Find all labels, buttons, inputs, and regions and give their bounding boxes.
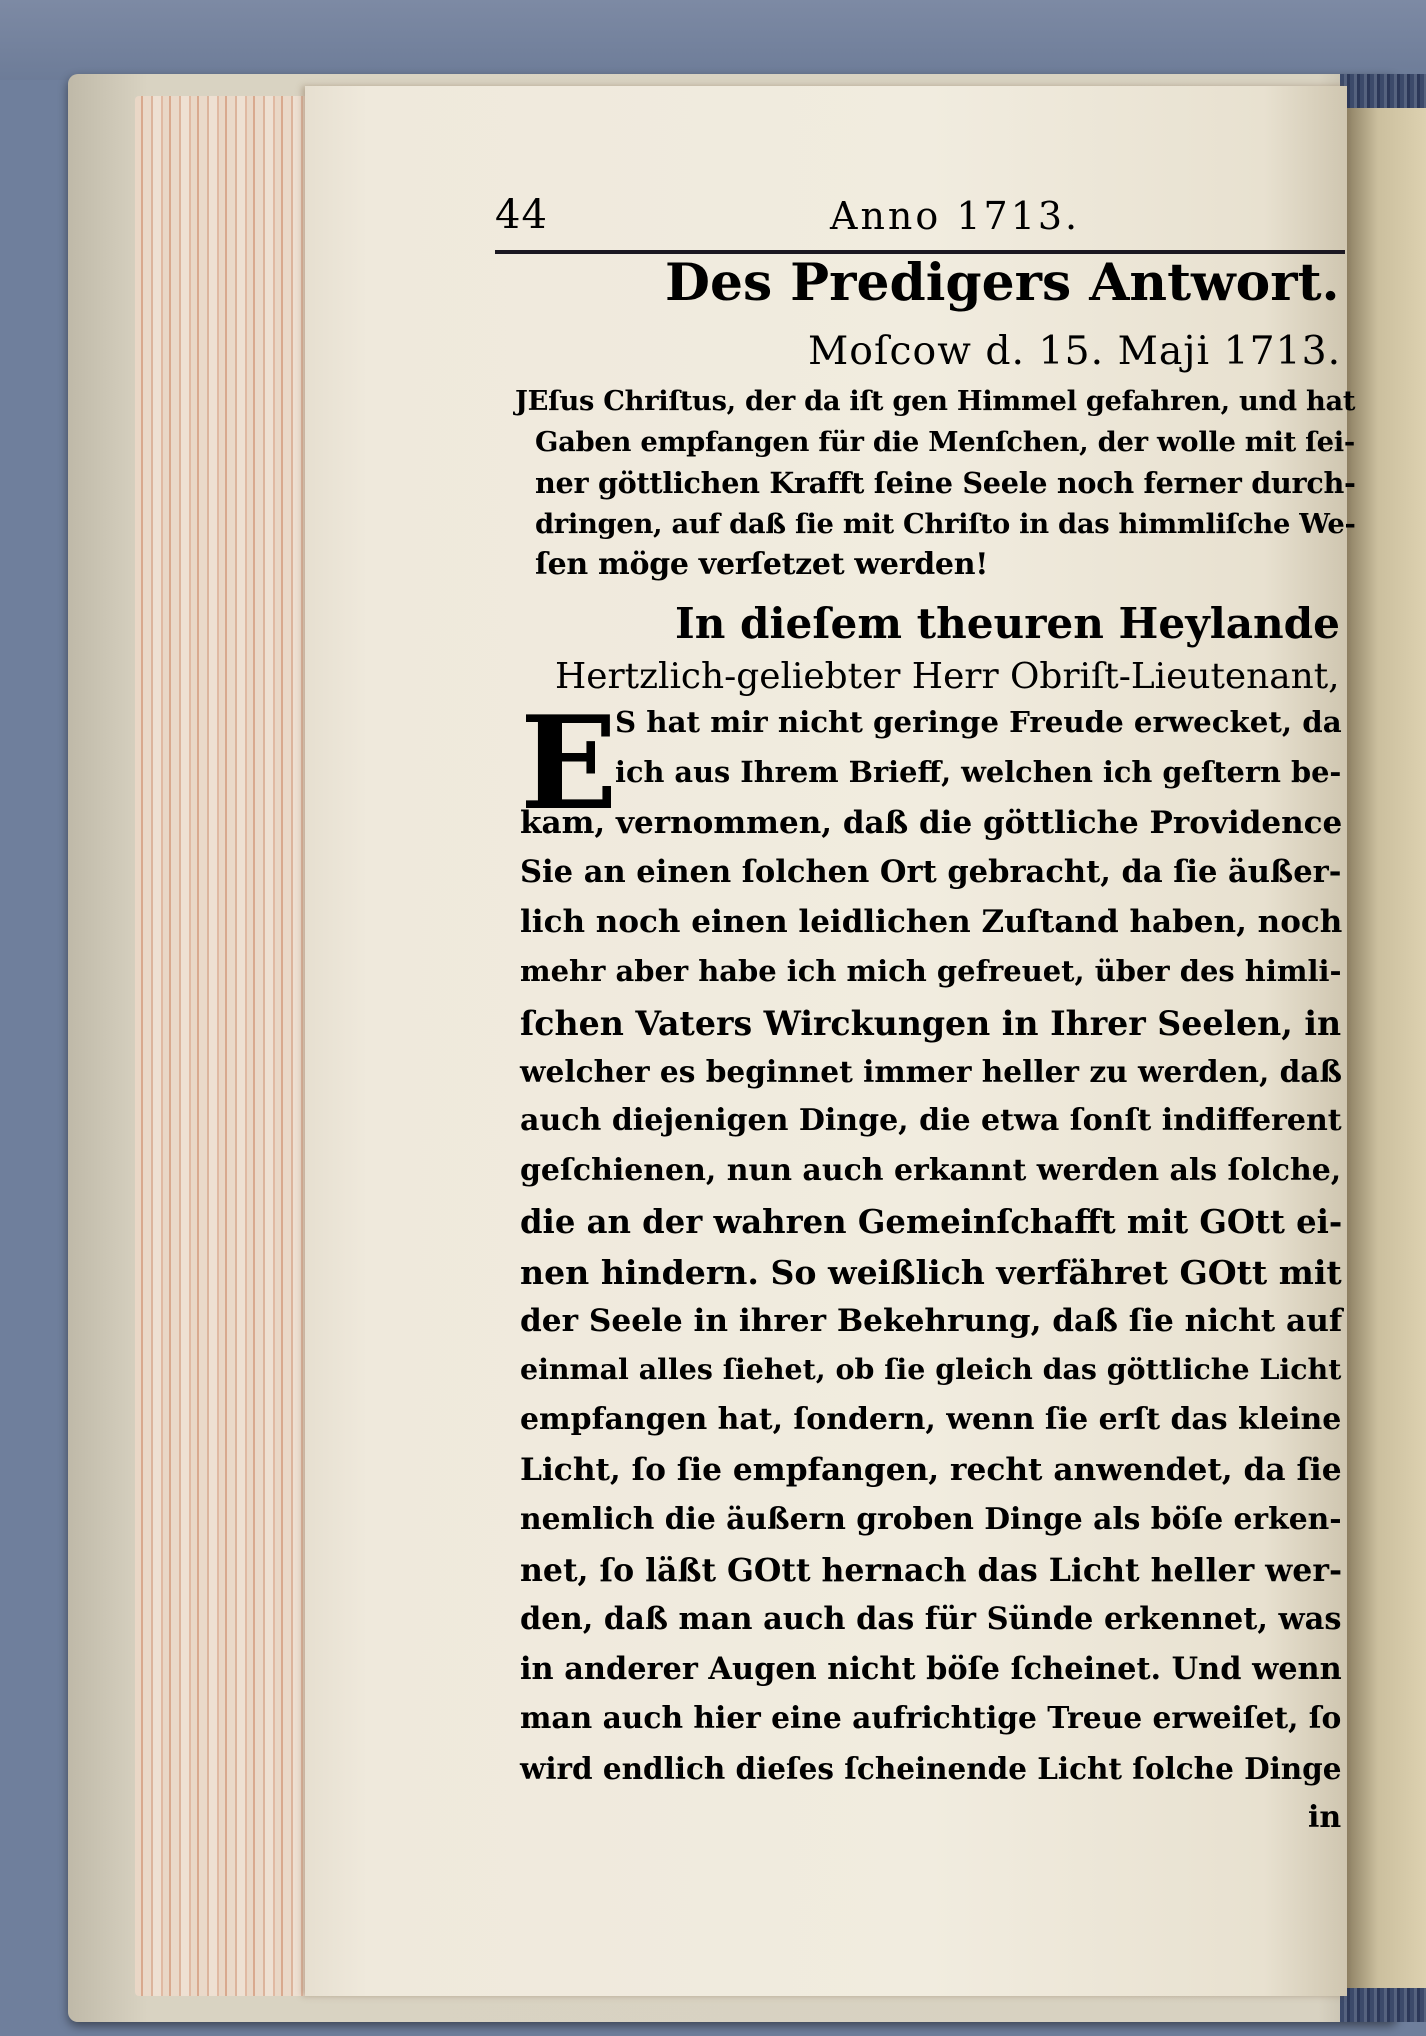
salutation: Hertzlich-geliebter Herr Obriſt-Lieutenant, bbox=[555, 656, 1340, 697]
body-line: net, ſo läßt GOtt hernach das Licht heller wer- bbox=[520, 1551, 1343, 1589]
body-line: auch diejenigen Dinge, die etwa ſonſt indifferent bbox=[520, 1103, 1342, 1139]
body-line: man auch hier eine aufrichtige Treue erweiſet, ſo bbox=[520, 1701, 1342, 1736]
body-line: wird endlich dieſes ſcheinende Licht ſolche Dinge bbox=[520, 1750, 1342, 1786]
body-line: die an der wahren Gemeinſchafft mit GOtt ei- bbox=[520, 1203, 1343, 1241]
body-line: den, daß man auch das für Sünde erkennet, was bbox=[520, 1601, 1342, 1638]
body-line: in anderer Augen nicht böſe ſcheinet. Und wenn bbox=[520, 1651, 1342, 1688]
page-heading: Des Predigers Antwort. bbox=[665, 252, 1340, 313]
body-line: ſchen Vaters Wirckungen in Ihrer Seelen, in bbox=[520, 1003, 1342, 1043]
body-line: einmal alles ſiehet, ob ſie gleich das göttliche Licht bbox=[520, 1352, 1342, 1387]
body-line: nemlich die äußern groben Dinge als böſe erken- bbox=[520, 1501, 1342, 1537]
body-line: nen hindern. So weißlich verfähret GOtt mit bbox=[520, 1252, 1342, 1292]
catchword: in bbox=[1308, 1800, 1342, 1835]
facing-page-edge bbox=[1346, 108, 1426, 1988]
body-line: Licht, ſo ſie empfangen, recht anwendet, da ſie bbox=[520, 1452, 1342, 1488]
running-head bbox=[495, 190, 1345, 254]
intro-line: ner göttlichen Krafft ſeine Seele noch ferner durch- bbox=[535, 466, 1356, 500]
body-line: geſchienen, nun auch erkannt werden als ſolche, bbox=[520, 1153, 1342, 1189]
body-line: empfangen hat, ſondern, wenn ſie erſt das kleine bbox=[520, 1402, 1342, 1438]
intro-line: JEſus Chriſtus, der da iſt gen Himmel gefahren, und hat bbox=[515, 385, 1356, 417]
body-line: der Seele in ihrer Bekehrung, daß ſie nicht auf bbox=[520, 1302, 1343, 1339]
subheading: In dieſem theuren Heylande bbox=[675, 598, 1340, 648]
page-number: 44 bbox=[495, 192, 548, 238]
intro-line: ſen möge verſetzet werden! bbox=[535, 547, 989, 582]
body-line: S hat mir nicht geringe Freude erwecket, da bbox=[615, 705, 1342, 739]
running-head-title: Anno 1713. bbox=[830, 194, 1081, 238]
body-line: lich noch einen leidlichen Zuſtand haben, noch bbox=[520, 904, 1343, 941]
body-line: welcher es beginnet immer heller zu werden, daß bbox=[520, 1053, 1342, 1089]
page-edges bbox=[135, 96, 320, 1996]
backdrop bbox=[0, 0, 1426, 80]
dateline: Moſcow d. 15. Maji 1713. bbox=[808, 328, 1342, 374]
body-line: Sie an einen ſolchen Ort gebracht, da ſie äußer- bbox=[520, 854, 1342, 891]
body-line: ich aus Ihrem Brieff, welchen ich geſtern be- bbox=[615, 754, 1342, 789]
intro-line: dringen, auf daß ſie mit Chriſto in das himmliſche We- bbox=[535, 508, 1356, 540]
body-line: mehr aber habe ich mich gefreuet, über des himli- bbox=[520, 954, 1342, 988]
intro-line: Gaben empfangen für die Menſchen, der wolle mit ſei- bbox=[535, 426, 1355, 458]
body-line: kam, vernommen, daß die göttliche Providence bbox=[520, 804, 1343, 841]
drop-cap: E bbox=[520, 689, 618, 839]
